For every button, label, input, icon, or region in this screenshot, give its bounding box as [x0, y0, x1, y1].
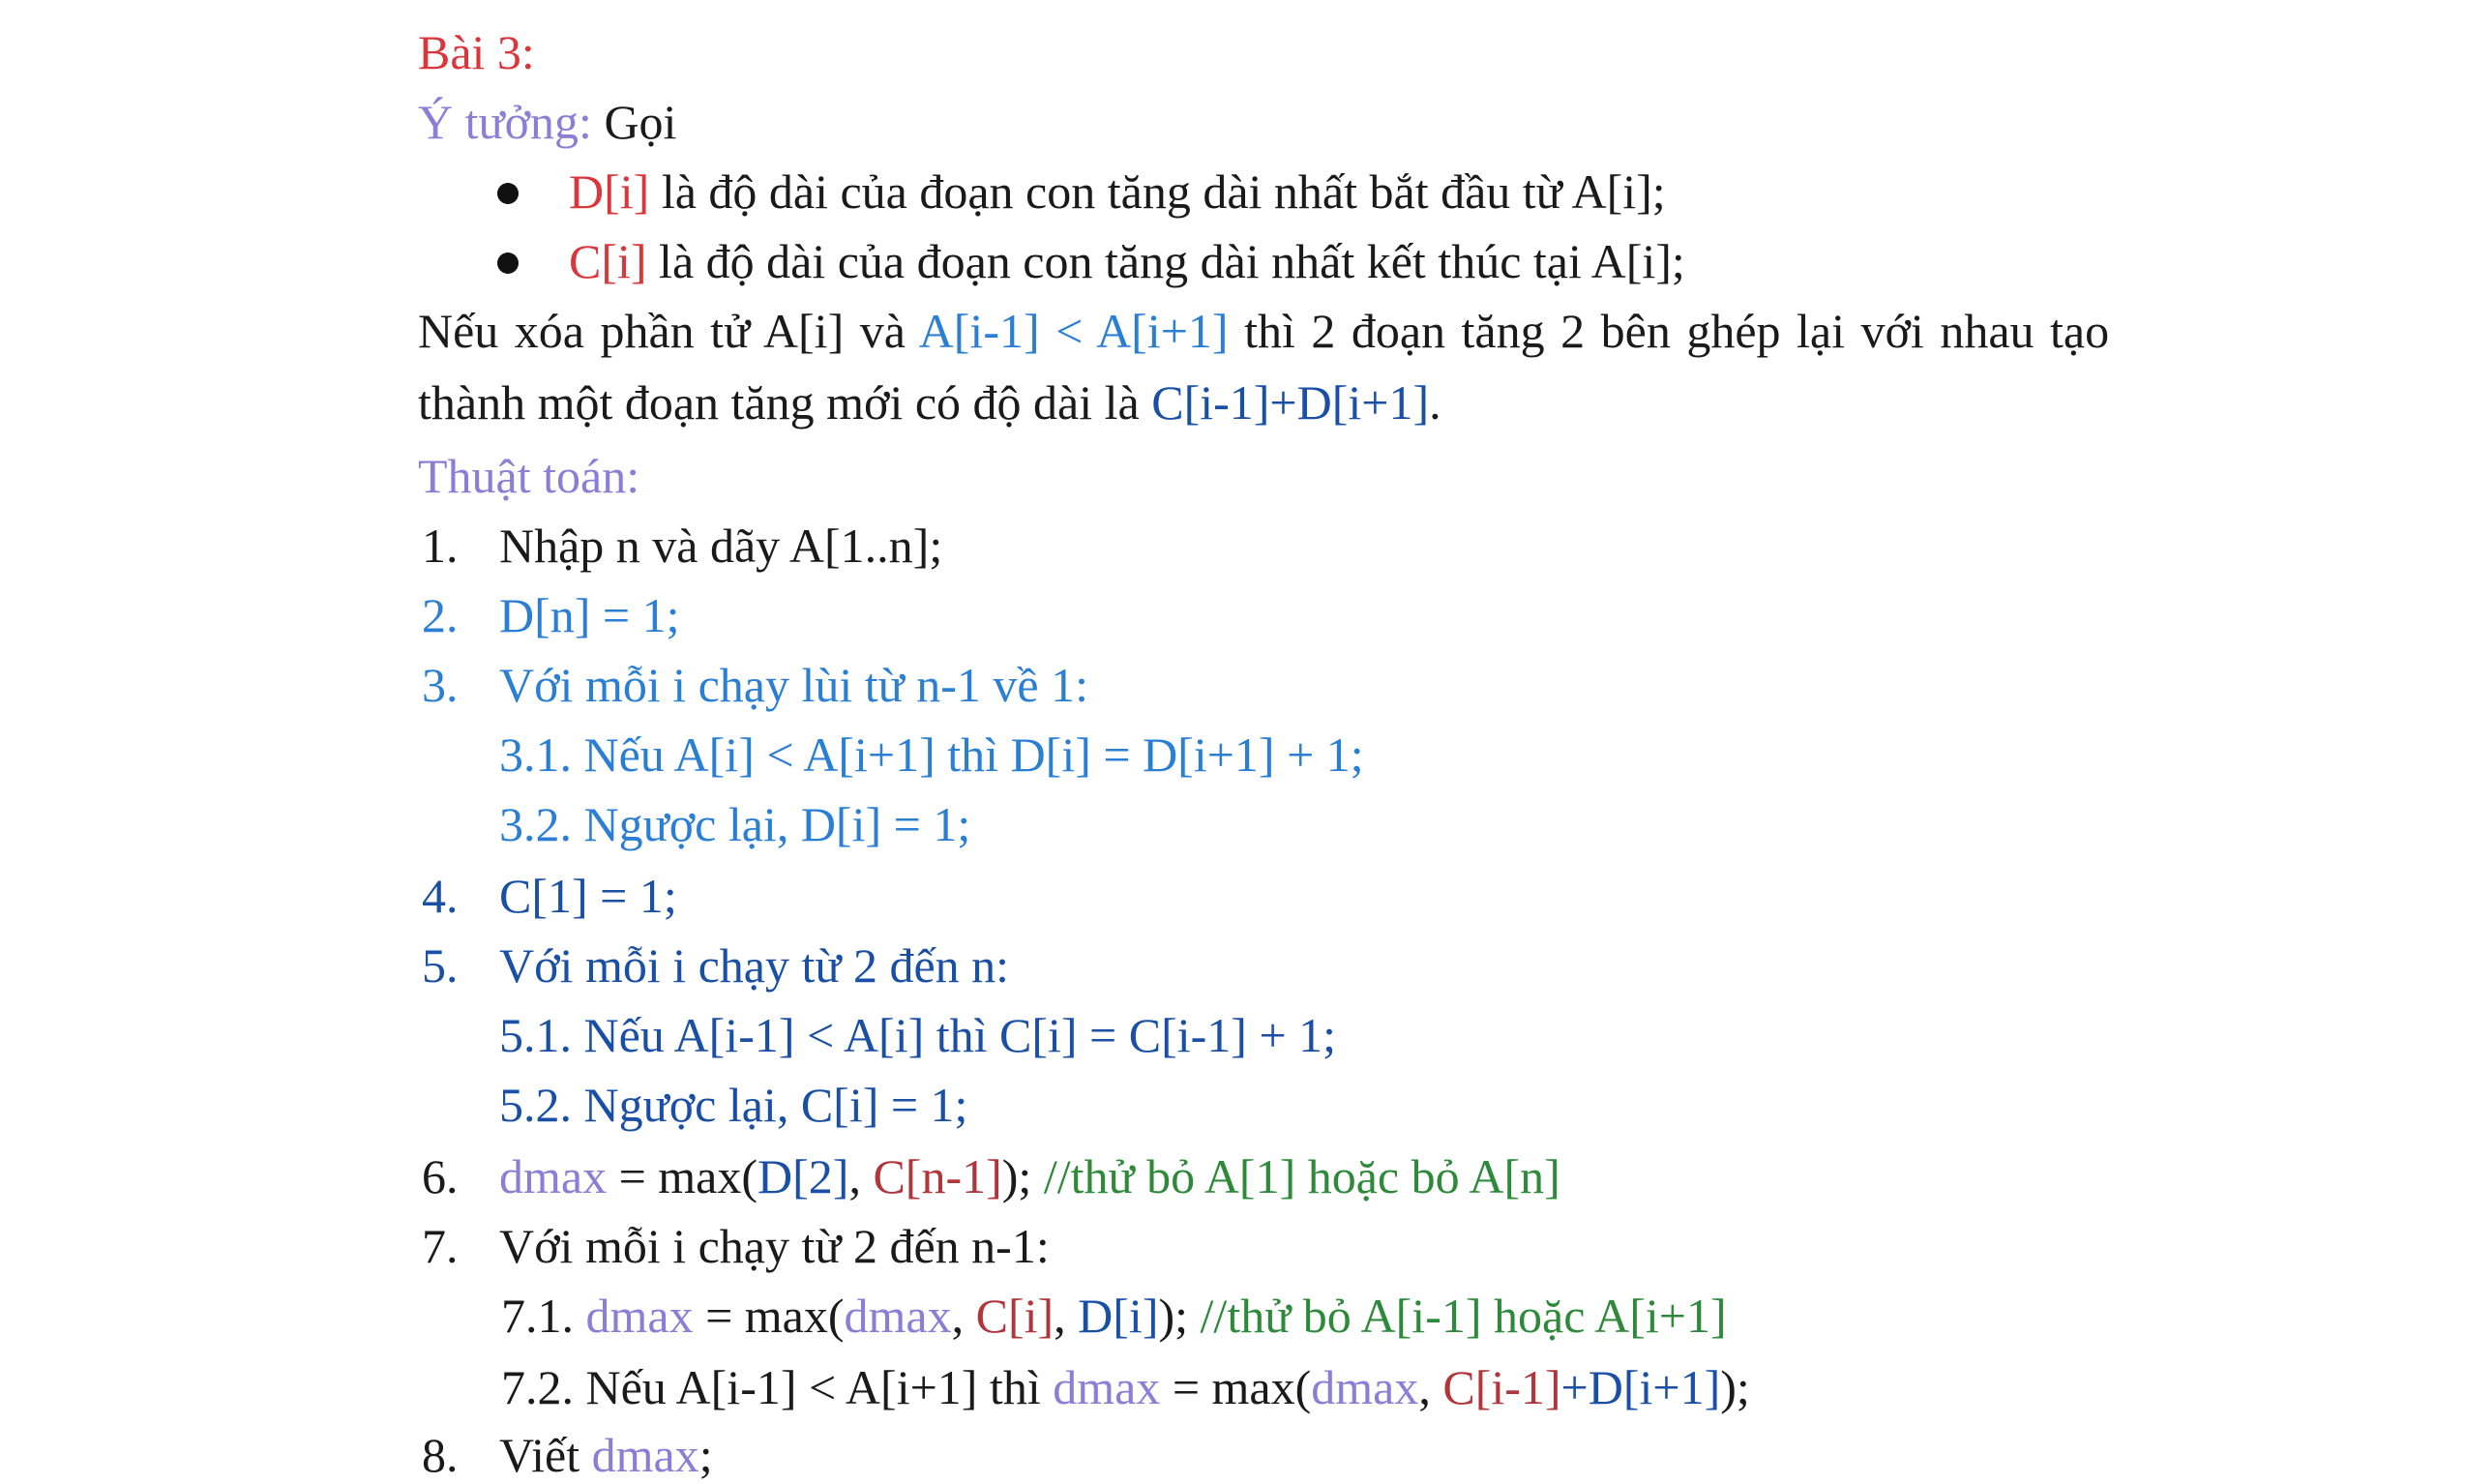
algorithm-label: [418, 447, 639, 505]
comma: ,: [848, 1149, 874, 1203]
paragraph-period: .: [1429, 375, 1441, 430]
di-term: D[i]: [1078, 1289, 1159, 1343]
close-paren: );: [1001, 1149, 1044, 1203]
dmax-var: dmax: [1311, 1360, 1419, 1414]
step-text: Với mỗi i chạy lùi từ n-1 về 1:: [499, 658, 1089, 712]
bullet-text-d: là độ dài của đoạn con tăng dài nhất bắt đầu từ A[i];: [661, 164, 1666, 219]
step-comment: //thử bỏ A[1] hoặc bỏ A[n]: [1043, 1149, 1560, 1203]
step-1: [422, 517, 942, 575]
paragraph-expression: C[i-1]+D[i+1]: [1151, 375, 1430, 430]
step-8: [422, 1426, 713, 1484]
comma: ,: [1418, 1360, 1443, 1414]
bullet-item-c: [497, 232, 1685, 290]
paragraph-text-1: Nếu xóa phần tử A[i] và: [418, 304, 906, 358]
paragraph-line-1: [418, 302, 2109, 360]
comma: ,: [951, 1289, 976, 1343]
step-2: [422, 586, 680, 644]
dmax-var: dmax: [585, 1289, 694, 1343]
step-number: 5.: [422, 938, 459, 993]
di1-term: D[i+1]: [1588, 1360, 1721, 1414]
step-6: [422, 1147, 1560, 1205]
step-5-1: [499, 1006, 1336, 1064]
step-number: 2.: [422, 588, 459, 642]
substep-text: 5.2. Ngược lại, C[i] = 1;: [499, 1078, 968, 1132]
step-3-1: [499, 726, 1364, 784]
comma: ,: [1054, 1289, 1079, 1343]
step-4: [422, 867, 677, 925]
heading-text: Bài 3:: [418, 25, 535, 79]
d2-term: D[2]: [758, 1149, 849, 1203]
close-paren: );: [1720, 1360, 1750, 1414]
dmax-var: dmax: [499, 1149, 608, 1203]
exercise-heading: [418, 23, 535, 81]
step-7: [422, 1217, 1050, 1275]
dmax-var: dmax: [1053, 1360, 1161, 1414]
max-call: = max(: [1160, 1360, 1312, 1414]
max-call: = max(: [607, 1149, 758, 1203]
step-7-2: [501, 1358, 1750, 1416]
cn-term: C[n-1]: [873, 1149, 1002, 1203]
bullet-var-c: C[i]: [569, 234, 647, 288]
step-number: 6.: [422, 1149, 459, 1203]
step-number: 1.: [422, 519, 459, 573]
step-text: Viết: [499, 1428, 592, 1482]
bullet-text-c: là độ dài của đoạn con tăng dài nhất kết thúc tại A[i];: [659, 234, 1685, 288]
step-number: 8.: [422, 1428, 459, 1482]
close-paren: );: [1158, 1289, 1201, 1343]
step-number: 3.: [422, 658, 459, 712]
paragraph-text-2: thì 2 đoạn tăng 2 bên ghép lại với nhau tạo: [1244, 304, 2110, 358]
step-number: 7.: [422, 1219, 459, 1273]
bullet-var-d: D[i]: [569, 164, 650, 219]
substep-prefix: 7.2. Nếu A[i-1] < A[i+1] thì: [501, 1360, 1054, 1414]
step-5: [422, 936, 1009, 994]
bullet-item-d: [497, 163, 1666, 221]
idea-text: Gọi: [604, 95, 677, 149]
ci1-term: C[i-1]: [1442, 1360, 1561, 1414]
plus-sign: +: [1560, 1360, 1589, 1414]
paragraph-line-2: [418, 373, 1441, 431]
step-number: 4.: [422, 869, 459, 923]
substep-text: 3.1. Nếu A[i] < A[i+1] thì D[i] = D[i+1] + 1;: [499, 727, 1364, 782]
idea-line: [418, 93, 676, 151]
step-text: D[n] = 1;: [499, 588, 680, 642]
substep-text: 3.2. Ngược lại, D[i] = 1;: [499, 797, 971, 851]
substep-prefix: 7.1.: [501, 1289, 586, 1343]
bullet-dot-icon: [497, 183, 519, 204]
idea-label: Ý tưởng:: [418, 95, 592, 149]
ci-term: C[i]: [975, 1289, 1055, 1343]
paragraph-text-3: thành một đoạn tăng mới có độ dài là: [418, 375, 1140, 430]
step-text: Với mỗi i chạy từ 2 đến n-1:: [499, 1219, 1050, 1273]
step-5-2: [499, 1076, 967, 1134]
semicolon: ;: [698, 1428, 713, 1482]
max-call: = max(: [693, 1289, 845, 1343]
algorithm-label-text: Thuật toán:: [418, 449, 640, 503]
step-3-2: [499, 795, 970, 853]
dmax-var: dmax: [591, 1428, 699, 1482]
step-text: Nhập n và dãy A[1..n];: [499, 519, 943, 573]
step-7-1: [501, 1287, 1727, 1345]
dmax-var: dmax: [844, 1289, 952, 1343]
bullet-dot-icon: [497, 252, 519, 274]
step-3: [422, 656, 1088, 714]
step-text: Với mỗi i chạy từ 2 đến n:: [499, 938, 1010, 993]
step-text: C[1] = 1;: [499, 869, 677, 923]
step-comment: //thử bỏ A[i-1] hoặc A[i+1]: [1200, 1289, 1727, 1343]
substep-text: 5.1. Nếu A[i-1] < A[i] thì C[i] = C[i-1] + 1;: [499, 1008, 1337, 1062]
paragraph-condition: A[i-1] < A[i+1]: [918, 304, 1229, 358]
